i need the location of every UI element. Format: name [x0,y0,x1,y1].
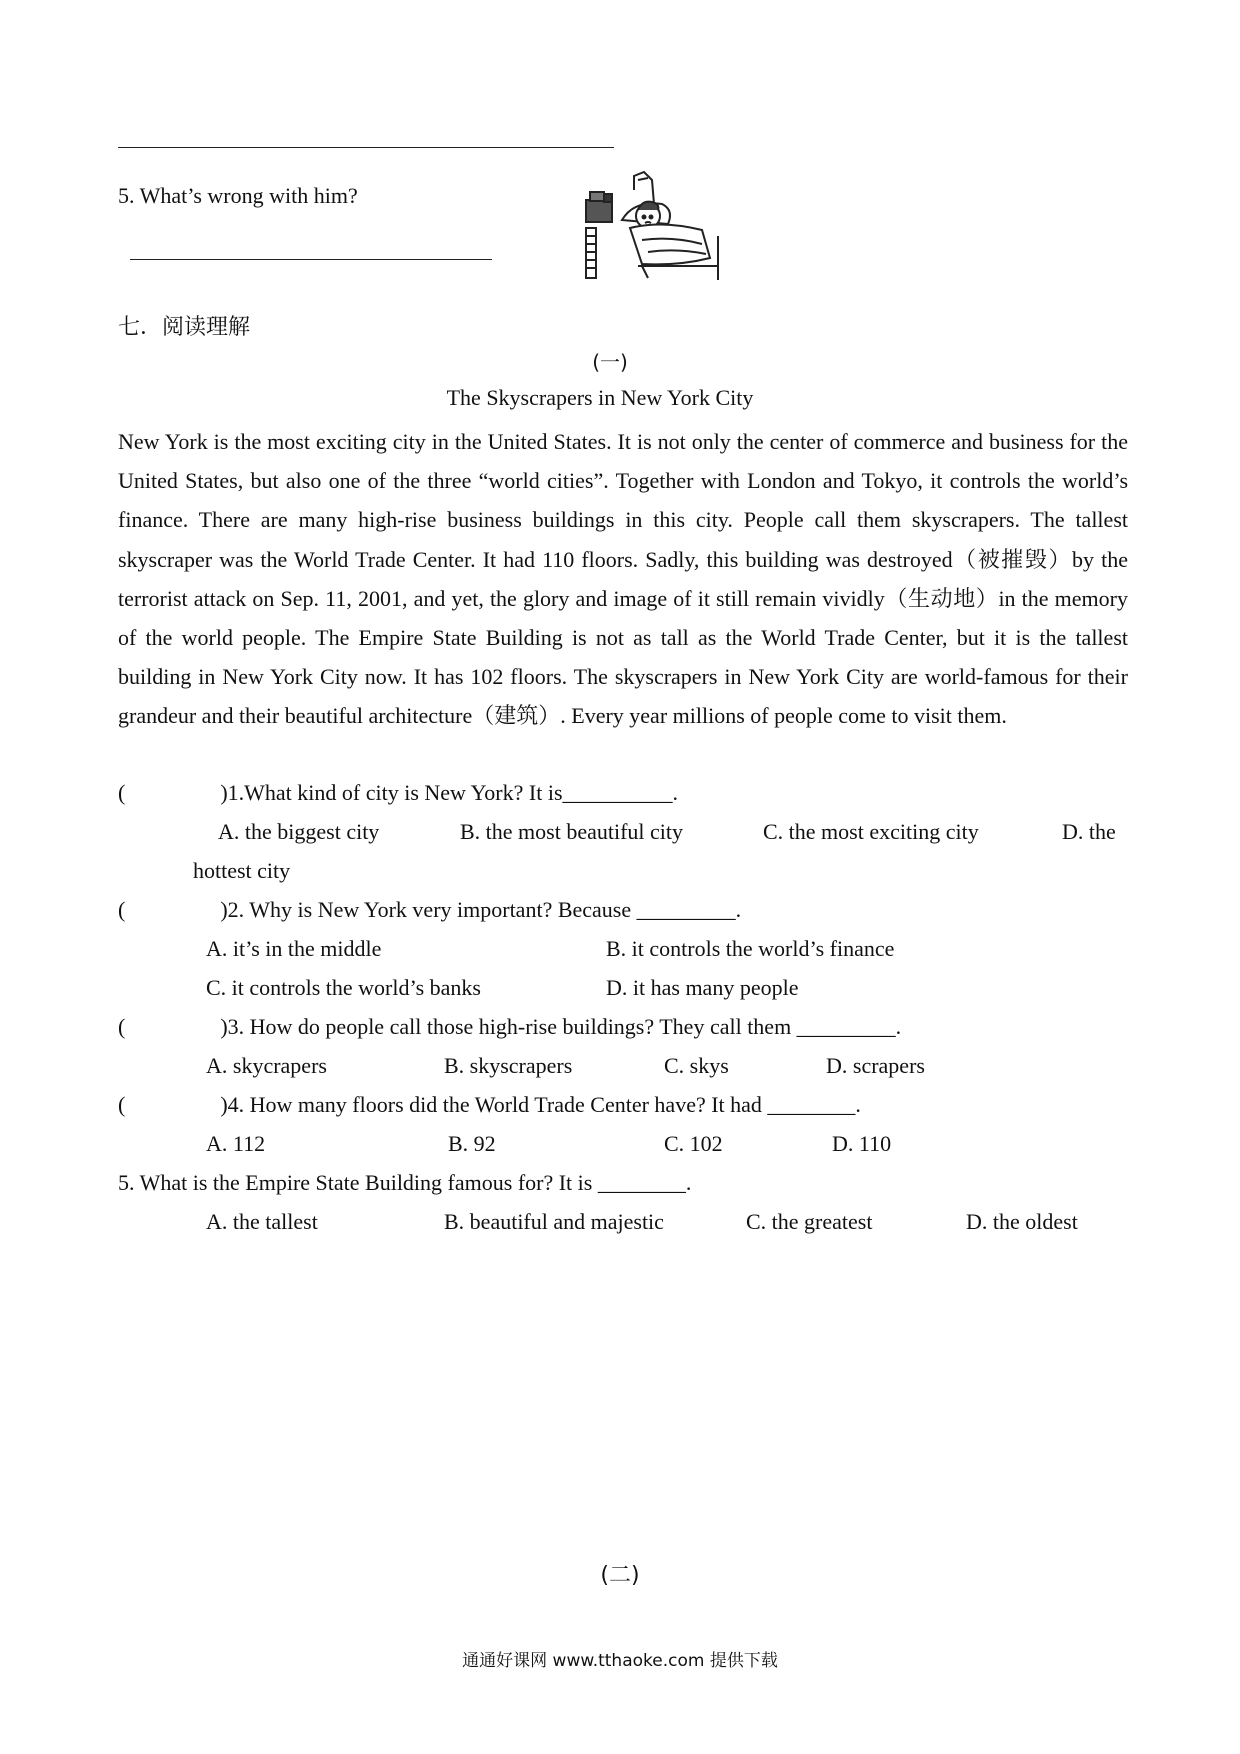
answer-paren-open: ( [118,780,126,805]
answer-paren-close: ) [220,1092,228,1117]
option-3a: A. skycrapers [206,1053,327,1078]
option-4a: A. 112 [206,1131,266,1156]
option-5d: D. the oldest [966,1209,1078,1234]
option-4c: C. 102 [664,1131,723,1156]
question-2 [118,895,741,925]
option-1b: B. the most beautiful city [460,819,684,844]
option-1d-wrap: hottest city [193,858,291,883]
option-3c: C. skys [664,1053,729,1078]
question-3 [118,1012,901,1042]
option-2a: A. it’s in the middle [206,936,382,961]
option-4b: B. 92 [448,1131,496,1156]
question-5-top: 5. What’s wrong with him? [118,183,358,208]
answer-paren-open: ( [118,897,126,922]
answer-paren-open: ( [118,1014,126,1039]
question-5: 5. What is the Empire State Building famous for? It is ________. [118,1170,692,1195]
question-4 [118,1090,861,1120]
option-3d: D. scrapers [826,1053,925,1078]
option-1a: A. the biggest city [218,819,380,844]
question-prompt: 2. Why is New York very important? Because _________. [227,897,742,922]
passage-title: The Skyscrapers in New York City [446,385,754,410]
answer-paren-close: ) [220,780,228,805]
question-prompt: 3. How do people call those high-rise buildings? They call them _________. [227,1014,902,1039]
option-3b: B. skyscrapers [444,1053,573,1078]
footer-source: 通通好课网 www.tthaoke.com 提供下载 [462,1651,778,1671]
question-1 [118,778,678,808]
answer-rule-top [118,147,614,148]
question-prompt: 4. How many floors did the World Trade Center have? It had ________. [227,1092,861,1117]
section-heading: 七．阅读理解 [118,315,251,340]
answer-paren-close: ) [220,897,228,922]
option-5a: A. the tallest [206,1209,318,1234]
option-1d: D. the [1062,819,1116,844]
option-5c: C. the greatest [746,1209,873,1234]
option-4d: D. 110 [832,1131,892,1156]
answer-paren-open: ( [118,1092,126,1117]
question-prompt: 1.What kind of city is New York? It is__________. [227,780,679,805]
option-5b: B. beautiful and majestic [444,1209,664,1234]
option-2c: C. it controls the world’s banks [206,975,481,1000]
answer-paren-close: ) [220,1014,228,1039]
option-2d: D. it has many people [606,975,799,1000]
passage-body: New York is the most exciting city in the United States. It is not only the center of commerce and business for the United States, but also one of the three “world cities”. Together with London and Tokyo, it controls the world’s finance. There are many high-rise business buildings in this city. People call them skyscrapers. The tallest skyscraper was the World Trade Center. It had 110 floors. Sadly, this building was destroyed（被摧毁）by the terrorist attack on Sep. 11, 2001, and yet, the glory and image of it still remain vividly（生动地）in the memory of the world people. The Empire State Building is not as tall as the World Trade Center, but it is the tallest building in New York City now. It has 102 floors. The skyscrapers in New York City are world-famous for their grandeur and their beautiful architecture（建筑）. Every year millions of people come to visit them. [118,429,1128,729]
option-1c: C. the most exciting city [763,819,979,844]
answer-line [130,259,492,260]
passage-number: (一) [592,350,628,374]
sick-boy-in-bed-illustration [582,170,722,282]
part-two-label: (二) [600,1563,640,1588]
option-2b: B. it controls the world’s finance [606,936,895,961]
